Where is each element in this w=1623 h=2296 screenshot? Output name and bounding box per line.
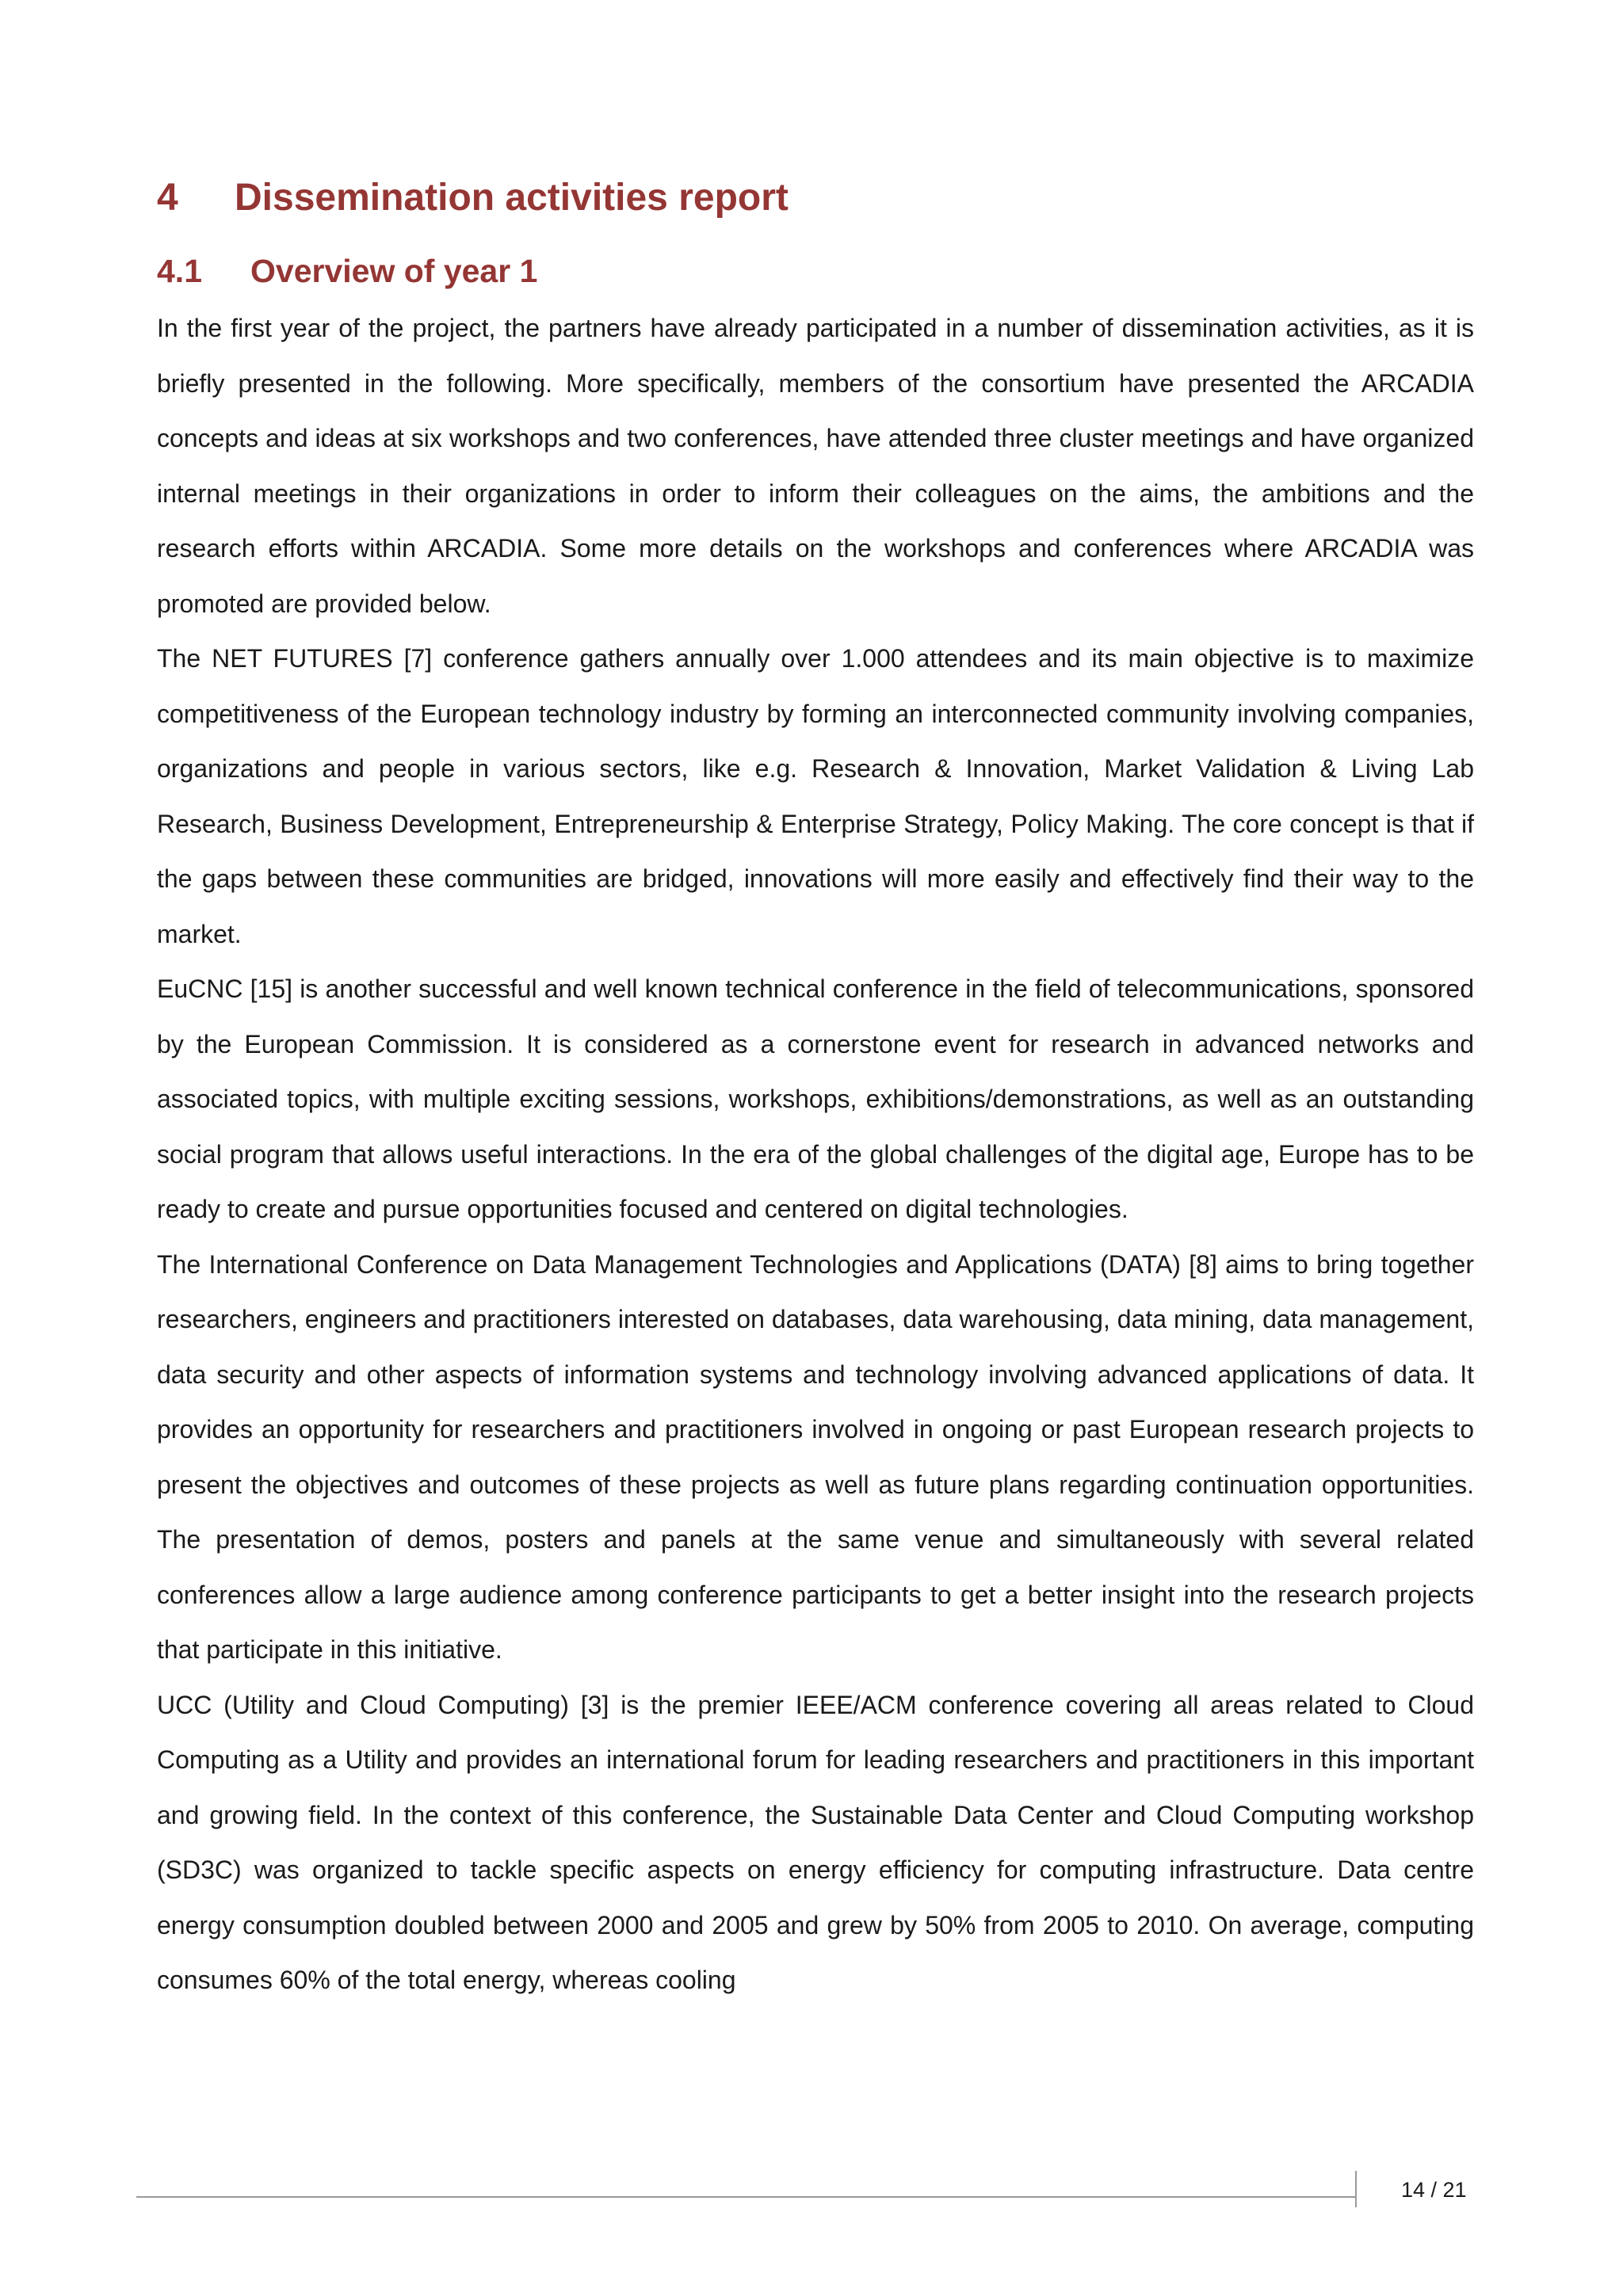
paragraph-data-conference: The International Conference on Data Management Technologies and Applications (DATA) [8] aims to bring together researchers, engineers and practitioners interested on databases, data warehousing, data mining, data management, data security and other aspects of information systems and technology involving advanced applications of data. It provides an opportunity for researchers and practitioners involved in ongoing or past European research projects to present the objectives and outcomes of these projects as well as future plans regarding continuation opportunities. The presentation of demos, posters and panels at the same venue and simultaneously with several related conferences allow a large audience among conference participants to get a better insight into the research projects that participate in this initiative. <box>157 1249 1474 1664</box>
subsection-number: 4.1 <box>157 253 202 289</box>
paragraph-ucc: UCC (Utility and Cloud Computing) [3] is the premier IEEE/ACM conference covering all areas related to Cloud Computing as a Utility and provides an international forum for leading researchers and practitioners in this important and growing field. In the context of this conference, the Sustainable Data Center and Cloud Computing workshop (SD3C) was organized to tackle specific aspects on energy efficiency for computing infrastructure. Data centre energy consumption doubled between 2000 and 2005 and grew by 50% from 2005 to 2010. On average, computing consumes 60% of the total energy, whereas cooling <box>157 1690 1474 1994</box>
subsection-title: Overview of year 1 <box>250 253 538 289</box>
section-heading <box>157 174 1474 222</box>
paragraph-net-futures: The NET FUTURES [7] conference gathers annually over 1.000 attendees and its main objective is to maximize competitiveness of the European technology industry by forming an interconnected community involving companies, organizations and people in various sectors, like e.g. Research & Innovation, Market Validation & Living Lab Research, Business Development, Entrepreneurship & Enterprise Strategy, Policy Making. The core concept is that if the gaps between these communities are bridged, innovations will more easily and effectively find their way to the market. <box>157 644 1474 948</box>
section-title: Dissemination activities report <box>235 177 789 219</box>
paragraph-eucnc: EuCNC [15] is another successful and well known technical conference in the field of telecommunications, sponsored by the European Commission. It is considered as a cornerstone event for research in advanced networks and associated topics, with multiple exciting sessions, workshops, exhibitions/demonstrations, as well as an outstanding social program that allows useful interactions. In the era of the global challenges of the digital age, Europe has to be ready to create and pursue opportunities focused and centered on digital technologies. <box>157 974 1474 1223</box>
subsection-heading <box>157 250 1474 292</box>
footer-divider-tick <box>1355 2171 1357 2207</box>
section-number: 4 <box>157 177 178 219</box>
paragraph-overview: In the first year of the project, the partners have already participated in a number of dissemination activities, as it is briefly presented in the following. More specifically, members of the consortium have presented the ARCADIA concepts and ideas at six workshops and two conferences, have attended three cluster meetings and have organized internal meetings in their organizations in order to inform their colleagues on the aims, the ambitions and the research efforts within ARCADIA. Some more details on the workshops and conferences where ARCADIA was promoted are provided below. <box>157 314 1474 618</box>
page-number: 14 / 21 <box>1401 2178 1467 2202</box>
footer-divider <box>136 2196 1357 2198</box>
page-content <box>157 174 1474 2008</box>
